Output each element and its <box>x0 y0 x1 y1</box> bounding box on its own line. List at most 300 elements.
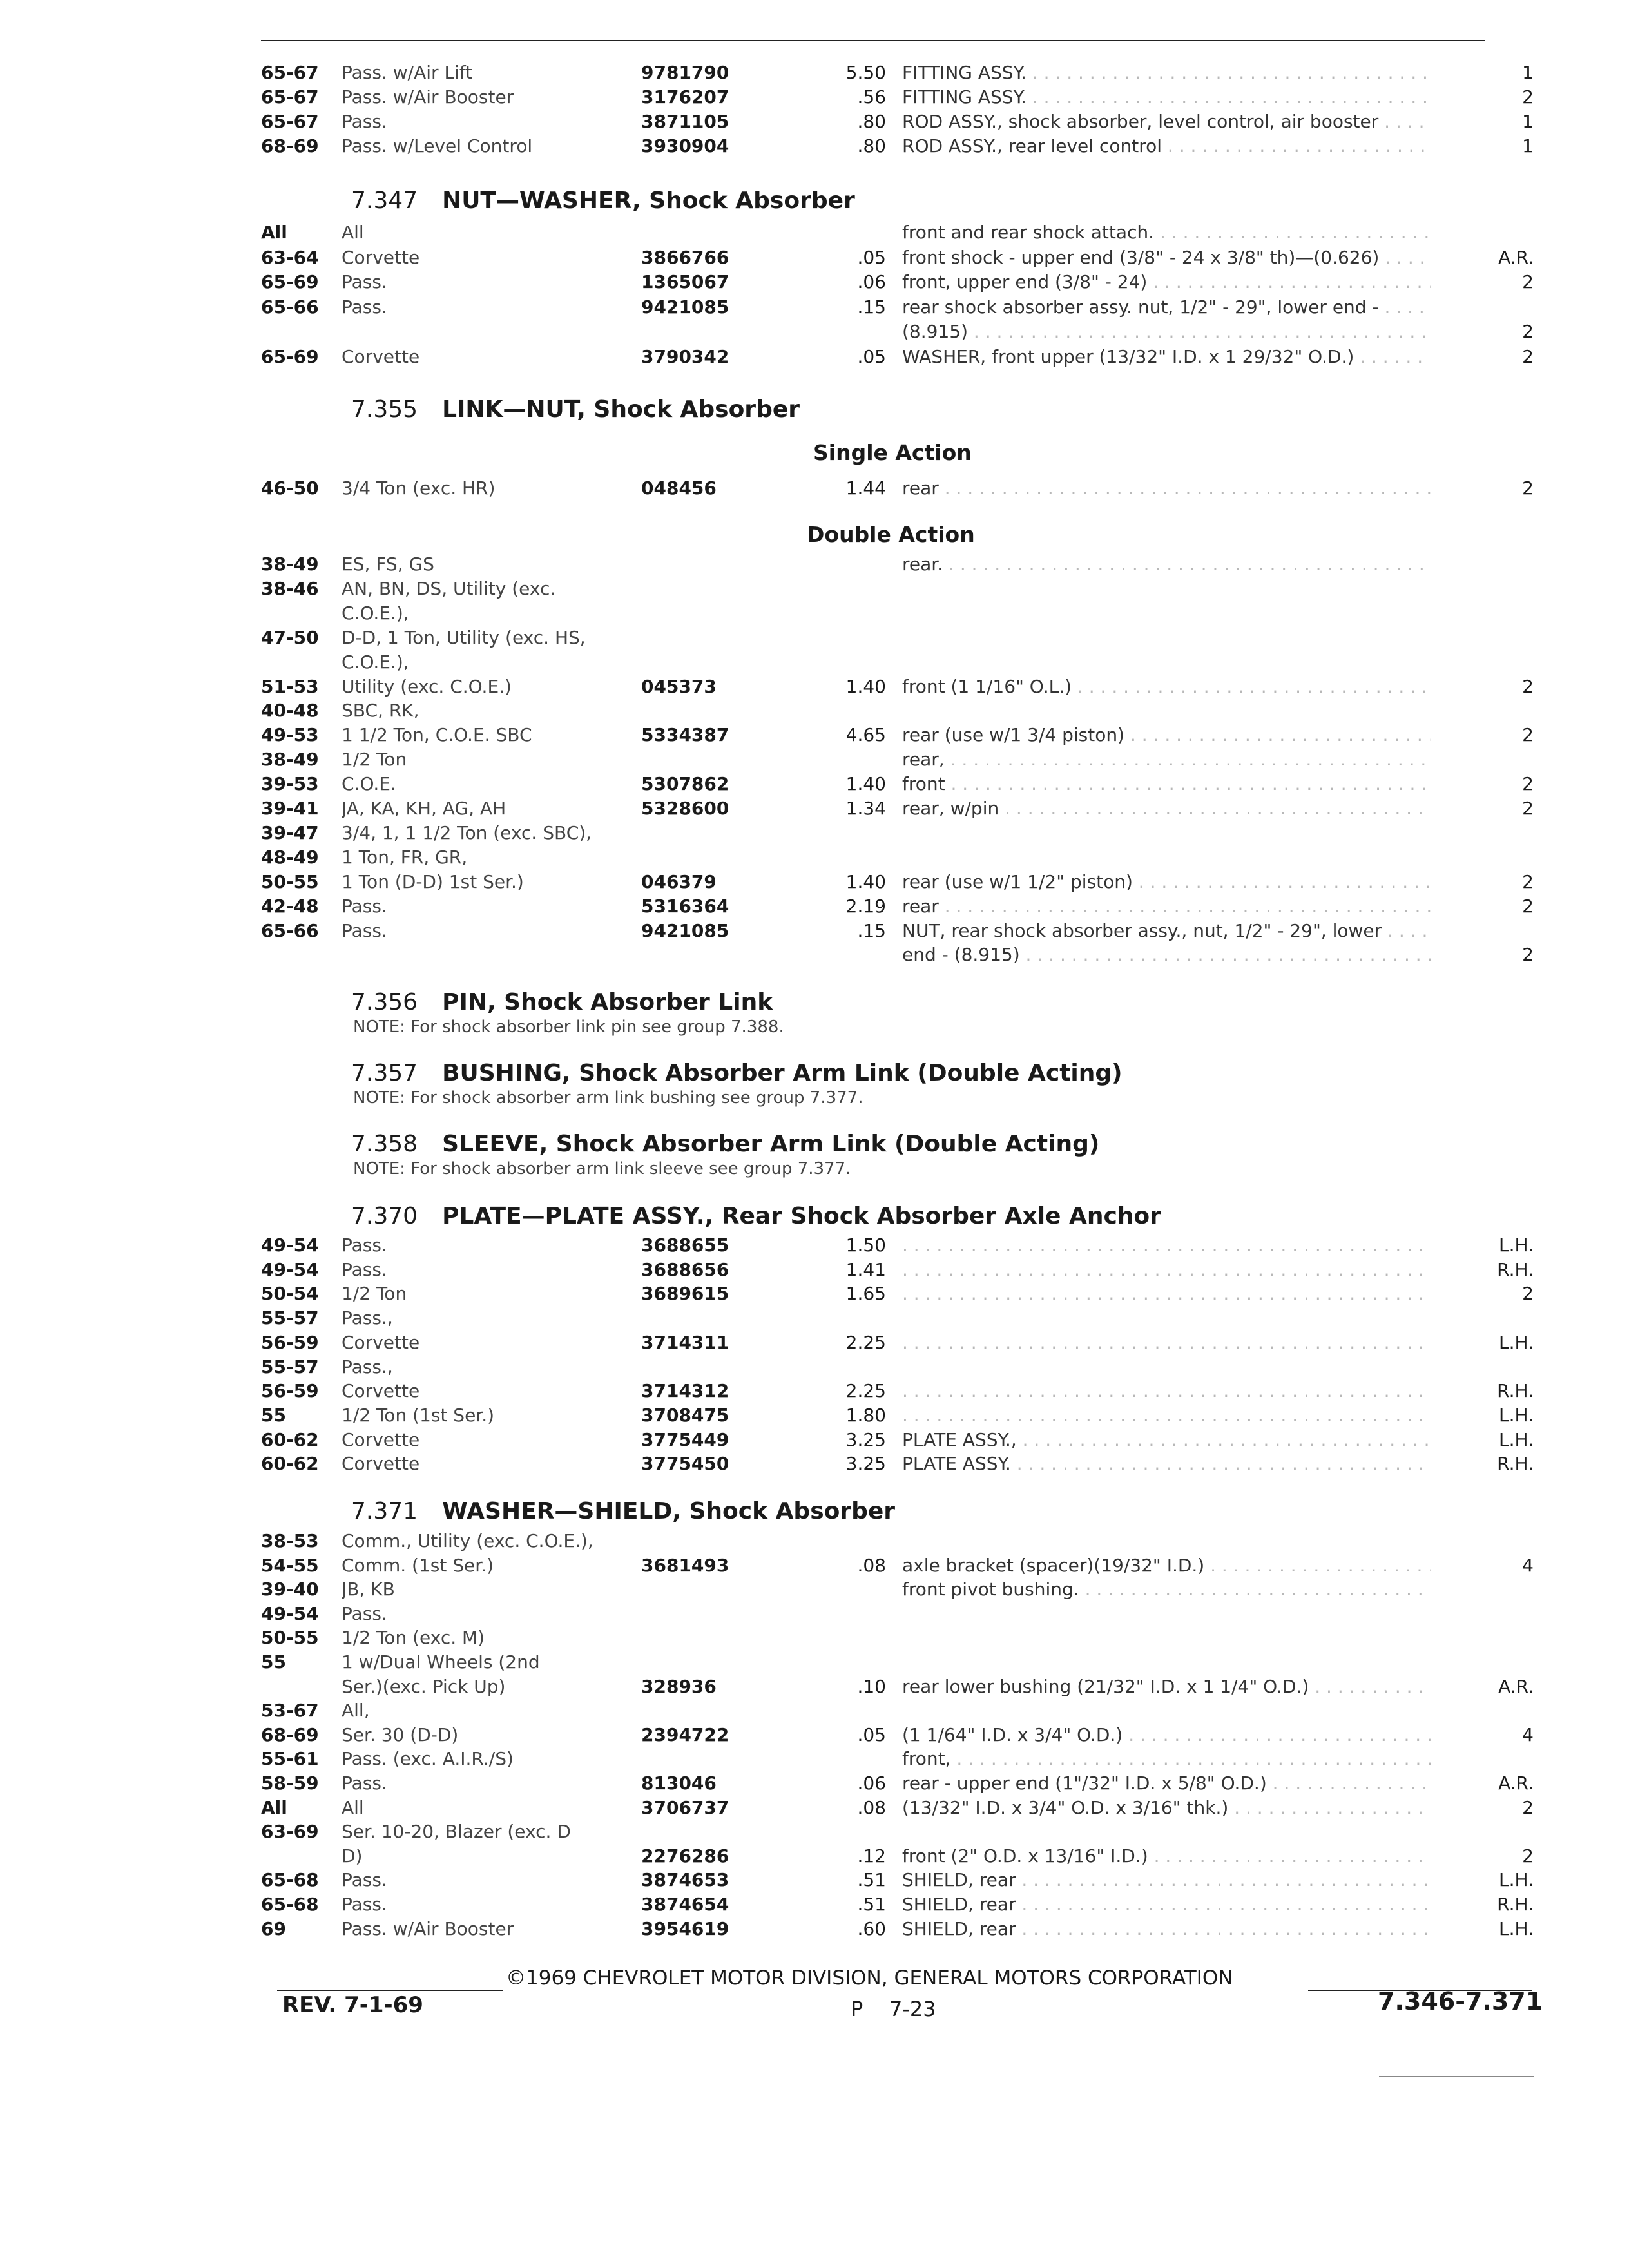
row-quantity: 2 <box>1522 724 1534 746</box>
row-part-number: 3689615 <box>641 1283 729 1305</box>
row-model: 1 w/Dual Wheels (2nd <box>342 1651 540 1673</box>
row-year: 60-62 <box>261 1428 319 1450</box>
parts-row <box>261 1403 1534 1428</box>
row-description <box>902 1330 1431 1356</box>
parts-row <box>261 1795 1534 1821</box>
parts-row <box>261 674 1534 700</box>
parts-row <box>261 1528 1534 1554</box>
row-year: 54-55 <box>261 1554 319 1576</box>
row-quantity: 2 <box>1522 345 1534 367</box>
parts-row <box>261 918 1534 944</box>
row-description: rear . . . <box>902 894 1431 919</box>
parts-row <box>261 1305 1534 1331</box>
parts-row <box>261 1771 1534 1796</box>
row-description: front, upper end (3/8" - 24) . . . <box>902 269 1431 295</box>
row-description <box>902 1378 1431 1404</box>
parts-row <box>261 1892 1534 1917</box>
parts-row <box>261 869 1534 895</box>
row-part-number: 3790342 <box>641 345 729 367</box>
section-7-347-header: 7.347 NUT—WASHER, Shock Absorber <box>351 187 855 214</box>
row-price: .80 <box>857 135 886 157</box>
row-price: 1.34 <box>845 798 886 819</box>
row-model: Ser. 10-20, Blazer (exc. D <box>342 1821 571 1843</box>
row-part-number: 5328600 <box>641 798 729 819</box>
parts-row <box>261 109 1534 135</box>
row-part-number: 3874653 <box>641 1869 729 1891</box>
parts-row <box>261 771 1534 797</box>
row-year: 50-54 <box>261 1283 319 1305</box>
row-year: 63-64 <box>261 246 319 268</box>
row-price: .12 <box>857 1845 886 1867</box>
row-price: .05 <box>857 1724 886 1745</box>
row-year: 68-69 <box>261 1724 319 1745</box>
parts-row <box>261 1625 1534 1651</box>
row-year: 53-67 <box>261 1700 319 1722</box>
row-price: .60 <box>857 1917 886 1939</box>
row-part-number: 2276286 <box>641 1845 729 1867</box>
parts-row <box>261 649 1534 675</box>
row-model: C.O.E.), <box>342 651 409 673</box>
row-year: 39-41 <box>261 798 319 819</box>
section-7-357-header: 7.357 BUSHING, Shock Absorber Arm Link (Double Acting) <box>351 1060 1123 1086</box>
row-model: Ser.)(exc. Pick Up) <box>342 1675 506 1697</box>
row-model: 3/4, 1, 1 1/2 Ton (exc. SBC), <box>342 822 592 843</box>
parts-row <box>261 84 1534 110</box>
parts-row <box>261 601 1534 626</box>
row-quantity: R.H. <box>1497 1453 1534 1475</box>
row-model: Pass. <box>342 1235 387 1256</box>
row-part-number: 3706737 <box>641 1796 729 1818</box>
row-price: .06 <box>857 1773 886 1794</box>
row-year: 39-40 <box>261 1579 319 1600</box>
row-description: WASHER, front upper (13/32" I.D. x 1 29/32" O.D.) . . . <box>902 344 1431 370</box>
row-quantity: A.R. <box>1498 1675 1534 1697</box>
row-year: 55-57 <box>261 1307 319 1329</box>
row-price: 1.44 <box>845 477 886 499</box>
row-model: Pass. <box>342 1258 387 1280</box>
row-price: 1.65 <box>845 1283 886 1305</box>
parts-row <box>261 1867 1534 1893</box>
row-model: Pass. <box>342 1869 387 1891</box>
row-description: front (2" O.D. x 13/16" I.D.) . . . <box>902 1843 1431 1869</box>
row-quantity: 2 <box>1522 944 1534 966</box>
row-part-number: 3874654 <box>641 1894 729 1915</box>
row-year: 56-59 <box>261 1380 319 1402</box>
row-model: Utility (exc. C.O.E.) <box>342 675 512 697</box>
row-part-number: 3681493 <box>641 1554 729 1576</box>
row-year: 38-46 <box>261 577 319 599</box>
parts-row <box>261 894 1534 919</box>
row-description: ROD ASSY., shock absorber, level control, air booster . . . <box>902 109 1431 135</box>
row-model: Pass., <box>342 1307 393 1329</box>
corner-mark <box>1379 2076 1534 2077</box>
row-description <box>902 1257 1431 1283</box>
parts-row <box>261 942 1534 968</box>
row-part-number: 1365067 <box>641 271 729 293</box>
row-year: 50-55 <box>261 870 319 892</box>
row-part-number: 328936 <box>641 1675 717 1697</box>
footer-page-number: P 7-23 <box>851 1997 936 2021</box>
row-part-number: 045373 <box>641 675 717 697</box>
row-year: 42-48 <box>261 895 319 917</box>
row-description <box>902 1403 1431 1428</box>
row-quantity: 2 <box>1522 675 1534 697</box>
parts-row <box>261 220 1534 245</box>
section-7-355-header: 7.355 LINK—NUT, Shock Absorber <box>351 396 800 423</box>
parts-row <box>261 698 1534 724</box>
row-price: .15 <box>857 296 886 318</box>
row-model: Pass. w/Level Control <box>342 135 533 157</box>
row-model: All <box>342 222 364 243</box>
row-model: Corvette <box>342 246 420 268</box>
row-quantity: 2 <box>1522 1283 1534 1305</box>
section-7-357-note: NOTE: For shock absorber arm link bushing see group 7.377. <box>353 1088 863 1108</box>
top-rule <box>261 40 1485 41</box>
row-year: 49-54 <box>261 1602 319 1624</box>
row-year: 65-66 <box>261 296 319 318</box>
section-7-371-header: 7.371 WASHER—SHIELD, Shock Absorber <box>351 1498 896 1524</box>
row-model: C.O.E. <box>342 773 396 795</box>
row-model: Corvette <box>342 1428 420 1450</box>
parts-row <box>261 1746 1534 1772</box>
row-price: .56 <box>857 86 886 108</box>
row-quantity: 2 <box>1522 271 1534 293</box>
row-description: PLATE ASSY., . . . <box>902 1427 1431 1453</box>
row-quantity: R.H. <box>1497 1258 1534 1280</box>
row-model: Comm., Utility (exc. C.O.E.), <box>342 1530 593 1552</box>
row-quantity: L.H. <box>1499 1869 1534 1891</box>
row-quantity: 2 <box>1522 1796 1534 1818</box>
row-description: axle bracket (spacer)(19/32" I.D.) . . . <box>902 1553 1431 1579</box>
row-year: 65-67 <box>261 62 319 83</box>
parts-row <box>261 552 1534 577</box>
row-model: 1/2 Ton (1st Ser.) <box>342 1404 495 1426</box>
row-year: 58-59 <box>261 1773 319 1794</box>
row-part-number: 2394722 <box>641 1724 729 1745</box>
parts-row <box>261 625 1534 651</box>
row-model: D) <box>342 1845 363 1867</box>
row-quantity: 1 <box>1522 135 1534 157</box>
row-model: 1 1/2 Ton, C.O.E. SBC <box>342 724 532 746</box>
row-year: 39-47 <box>261 822 319 843</box>
parts-row <box>261 1649 1534 1675</box>
row-part-number: 3871105 <box>641 111 729 132</box>
row-model: 1 Ton, FR, GR, <box>342 846 468 868</box>
row-quantity: 2 <box>1522 773 1534 795</box>
parts-row <box>261 1698 1534 1724</box>
row-year: 51-53 <box>261 675 319 697</box>
row-year: 47-50 <box>261 626 319 648</box>
row-model: Pass. <box>342 271 387 293</box>
row-year: 39-53 <box>261 773 319 795</box>
row-part-number: 3688656 <box>641 1258 729 1280</box>
row-quantity: 2 <box>1522 321 1534 342</box>
row-model: Corvette <box>342 1380 420 1402</box>
row-description: NUT, rear shock absorber assy., nut, 1/2" - 29", lower . . . <box>902 918 1431 944</box>
row-quantity: 1 <box>1522 111 1534 132</box>
row-price: .51 <box>857 1869 886 1891</box>
row-quantity: L.H. <box>1499 1235 1534 1256</box>
parts-row <box>261 133 1534 159</box>
row-price: .80 <box>857 111 886 132</box>
row-model: Pass. <box>342 1602 387 1624</box>
row-model: Corvette <box>342 1453 420 1475</box>
row-quantity: R.H. <box>1497 1894 1534 1915</box>
row-year: 65-66 <box>261 919 319 941</box>
row-year: 49-54 <box>261 1235 319 1256</box>
row-description: (13/32" I.D. x 3/4" O.D. x 3/16" thk.) . . . <box>902 1795 1431 1821</box>
row-year: 55-61 <box>261 1748 319 1770</box>
row-part-number: 3176207 <box>641 86 729 108</box>
row-part-number: 046379 <box>641 870 717 892</box>
row-quantity: 1 <box>1522 62 1534 83</box>
row-part-number: 3775449 <box>641 1428 729 1450</box>
row-description: rear lower bushing (21/32" I.D. x 1 1/4" O.D.) . . . <box>902 1674 1431 1700</box>
row-description: SHIELD, rear . . . <box>902 1892 1431 1917</box>
row-quantity: L.H. <box>1499 1428 1534 1450</box>
row-price: 1.50 <box>845 1235 886 1256</box>
row-quantity: R.H. <box>1497 1380 1534 1402</box>
row-year: All <box>261 222 287 243</box>
row-price: .08 <box>857 1554 886 1576</box>
row-model: AN, BN, DS, Utility (exc. <box>342 577 556 599</box>
row-quantity: A.R. <box>1498 1773 1534 1794</box>
parts-row <box>261 1819 1534 1845</box>
row-description: rear shock absorber assy. nut, 1/2" - 29", lower end - . . . <box>902 294 1431 320</box>
row-year: 63-69 <box>261 1821 319 1843</box>
row-model: Pass. <box>342 919 387 941</box>
row-description: front . . . <box>902 771 1431 797</box>
row-price: .10 <box>857 1675 886 1697</box>
row-price: 4.65 <box>845 724 886 746</box>
row-model: Comm. (1st Ser.) <box>342 1554 494 1576</box>
row-model: 1 Ton (D-D) 1st Ser.) <box>342 870 524 892</box>
row-model: Pass. <box>342 111 387 132</box>
row-description: rear (use w/1 3/4 piston) . . . <box>902 722 1431 748</box>
footer-copyright: ©1969 CHEVROLET MOTOR DIVISION, GENERAL MOTORS CORPORATION <box>506 1966 1233 1990</box>
row-price: 3.25 <box>845 1428 886 1450</box>
row-part-number: 9421085 <box>641 919 729 941</box>
row-year: All <box>261 1796 287 1818</box>
row-price: .05 <box>857 246 886 268</box>
row-price: 1.40 <box>845 773 886 795</box>
parts-row <box>261 1722 1534 1748</box>
row-quantity: L.H. <box>1499 1917 1534 1939</box>
row-part-number: 5307862 <box>641 773 729 795</box>
row-part-number: 9421085 <box>641 296 729 318</box>
row-model: Pass. <box>342 1773 387 1794</box>
row-price: .06 <box>857 271 886 293</box>
parts-row <box>261 60 1534 86</box>
row-part-number: 3688655 <box>641 1235 729 1256</box>
parts-row <box>261 1553 1534 1579</box>
row-part-number: 5316364 <box>641 895 729 917</box>
row-price: 5.50 <box>845 62 886 83</box>
row-model: ES, FS, GS <box>342 553 434 575</box>
row-model: JB, KB <box>342 1579 395 1600</box>
row-description: SHIELD, rear . . . <box>902 1916 1431 1942</box>
row-model: Corvette <box>342 345 420 367</box>
parts-row <box>261 319 1534 345</box>
row-description: rear (use w/1 1/2" piston) . . . <box>902 869 1431 895</box>
section-7-356-header: 7.356 PIN, Shock Absorber Link <box>351 989 773 1015</box>
row-year: 65-69 <box>261 345 319 367</box>
row-model: Pass. w/Air Booster <box>342 86 514 108</box>
row-description: front and rear shock attach. . . . <box>902 220 1431 245</box>
row-year: 65-69 <box>261 271 319 293</box>
row-description: front pivot bushing. . . . <box>902 1577 1431 1602</box>
row-model: Pass. (exc. A.I.R./S) <box>342 1748 514 1770</box>
row-description: rear, w/pin . . . <box>902 796 1431 822</box>
parts-row <box>261 1674 1534 1700</box>
row-quantity: 2 <box>1522 1845 1534 1867</box>
parts-row <box>261 1451 1534 1477</box>
row-model: Pass. <box>342 296 387 318</box>
section-7-370-header: 7.370 PLATE—PLATE ASSY., Rear Shock Absorber Axle Anchor <box>351 1203 1161 1229</box>
parts-row <box>261 722 1534 748</box>
parts-row <box>261 1281 1534 1307</box>
row-quantity: 4 <box>1522 1554 1534 1576</box>
row-description <box>902 1233 1431 1258</box>
row-year: 68-69 <box>261 135 319 157</box>
parts-row <box>261 269 1534 295</box>
row-description: front, . . . <box>902 1746 1431 1772</box>
row-quantity: 2 <box>1522 798 1534 819</box>
row-part-number: 9781790 <box>641 62 729 83</box>
parts-row <box>261 1330 1534 1356</box>
row-quantity: L.H. <box>1499 1404 1534 1426</box>
row-quantity: 2 <box>1522 477 1534 499</box>
row-part-number: 048456 <box>641 477 717 499</box>
parts-row <box>261 576 1534 602</box>
row-description <box>902 1281 1431 1307</box>
parts-row <box>261 1354 1534 1380</box>
row-model: D-D, 1 Ton, Utility (exc. HS, <box>342 626 586 648</box>
row-part-number: 3775450 <box>641 1453 729 1475</box>
row-model: Ser. 30 (D-D) <box>342 1724 459 1745</box>
row-price: .05 <box>857 345 886 367</box>
row-part-number: 3866766 <box>641 246 729 268</box>
row-price: .51 <box>857 1894 886 1915</box>
row-price: 1.41 <box>845 1258 886 1280</box>
row-year: 40-48 <box>261 700 319 722</box>
row-part-number: 3954619 <box>641 1917 729 1939</box>
row-year: 69 <box>261 1917 286 1939</box>
footer-revision: REV. 7-1-69 <box>282 1992 423 2018</box>
row-part-number: 3930904 <box>641 135 729 157</box>
row-price: 2.25 <box>845 1380 886 1402</box>
row-year: 50-55 <box>261 1627 319 1649</box>
parts-row <box>261 1577 1534 1602</box>
row-description: rear . . . <box>902 476 1431 501</box>
row-quantity: 2 <box>1522 870 1534 892</box>
row-price: .15 <box>857 919 886 941</box>
row-price: 1.40 <box>845 675 886 697</box>
parts-row <box>261 476 1534 501</box>
row-year: 65-68 <box>261 1869 319 1891</box>
parts-row <box>261 1257 1534 1283</box>
row-model: Pass. <box>342 1894 387 1915</box>
row-part-number: 5334387 <box>641 724 729 746</box>
row-description: FITTING ASSY. . . . <box>902 84 1431 110</box>
row-quantity: 4 <box>1522 1724 1534 1745</box>
row-description: FITTING ASSY. . . . <box>902 60 1431 86</box>
row-year: 55 <box>261 1404 286 1426</box>
parts-row <box>261 1233 1534 1258</box>
parts-row <box>261 796 1534 822</box>
row-year: 46-50 <box>261 477 319 499</box>
row-price: .08 <box>857 1796 886 1818</box>
row-price: 2.25 <box>845 1331 886 1353</box>
section-7-356-note: NOTE: For shock absorber link pin see group 7.388. <box>353 1017 784 1037</box>
row-price: 1.40 <box>845 870 886 892</box>
row-model: Pass., <box>342 1356 393 1378</box>
row-model: All, <box>342 1700 370 1722</box>
row-model: JA, KA, KH, AG, AH <box>342 798 506 819</box>
parts-row <box>261 1427 1534 1453</box>
row-model: Pass. <box>342 895 387 917</box>
row-model: 1/2 Ton <box>342 749 407 771</box>
row-year: 65-67 <box>261 86 319 108</box>
row-description: end - (8.915) . . . <box>902 942 1431 968</box>
row-part-number: 813046 <box>641 1773 717 1794</box>
double-action-subheading: Double Action <box>807 522 975 547</box>
row-year: 55-57 <box>261 1356 319 1378</box>
row-year: 56-59 <box>261 1331 319 1353</box>
row-price: 3.25 <box>845 1453 886 1475</box>
row-description: ROD ASSY., rear level control . . . <box>902 133 1431 159</box>
row-model: 3/4 Ton (exc. HR) <box>342 477 496 499</box>
row-quantity: L.H. <box>1499 1331 1534 1353</box>
row-year: 38-53 <box>261 1530 319 1552</box>
row-description: front shock - upper end (3/8" - 24 x 3/8" th)—(0.626) . . . <box>902 245 1431 271</box>
parts-row <box>261 1601 1534 1627</box>
section-7-358-note: NOTE: For shock absorber arm link sleeve see group 7.377. <box>353 1159 851 1178</box>
row-model: C.O.E.), <box>342 602 409 624</box>
row-description: rear, . . . <box>902 747 1431 773</box>
row-model: Pass. w/Air Booster <box>342 1917 514 1939</box>
row-description: SHIELD, rear . . . <box>902 1867 1431 1893</box>
row-part-number: 3714311 <box>641 1331 729 1353</box>
row-quantity: A.R. <box>1498 246 1534 268</box>
row-year: 38-49 <box>261 553 319 575</box>
footer-group-range: 7.346-7.371 <box>1378 1987 1543 2015</box>
row-model: 1/2 Ton <box>342 1283 407 1305</box>
row-year: 49-54 <box>261 1258 319 1280</box>
row-year: 49-53 <box>261 724 319 746</box>
parts-row <box>261 294 1534 320</box>
row-description: (8.915) . . . <box>902 319 1431 345</box>
parts-row <box>261 1843 1534 1869</box>
row-year: 48-49 <box>261 846 319 868</box>
parts-row <box>261 1378 1534 1404</box>
row-year: 38-49 <box>261 749 319 771</box>
parts-row <box>261 1916 1534 1942</box>
row-quantity: 2 <box>1522 86 1534 108</box>
row-year: 55 <box>261 1651 286 1673</box>
parts-row <box>261 820 1534 846</box>
row-part-number: 3714312 <box>641 1380 729 1402</box>
row-year: 60-62 <box>261 1453 319 1475</box>
row-part-number: 3708475 <box>641 1404 729 1426</box>
section-7-358-header: 7.358 SLEEVE, Shock Absorber Arm Link (Double Acting) <box>351 1131 1100 1157</box>
row-year: 65-68 <box>261 1894 319 1915</box>
row-model: All <box>342 1796 364 1818</box>
row-description: (1 1/64" I.D. x 3/4" O.D.) . . . <box>902 1722 1431 1748</box>
parts-row <box>261 344 1534 370</box>
parts-row <box>261 245 1534 271</box>
row-quantity: 2 <box>1522 895 1534 917</box>
